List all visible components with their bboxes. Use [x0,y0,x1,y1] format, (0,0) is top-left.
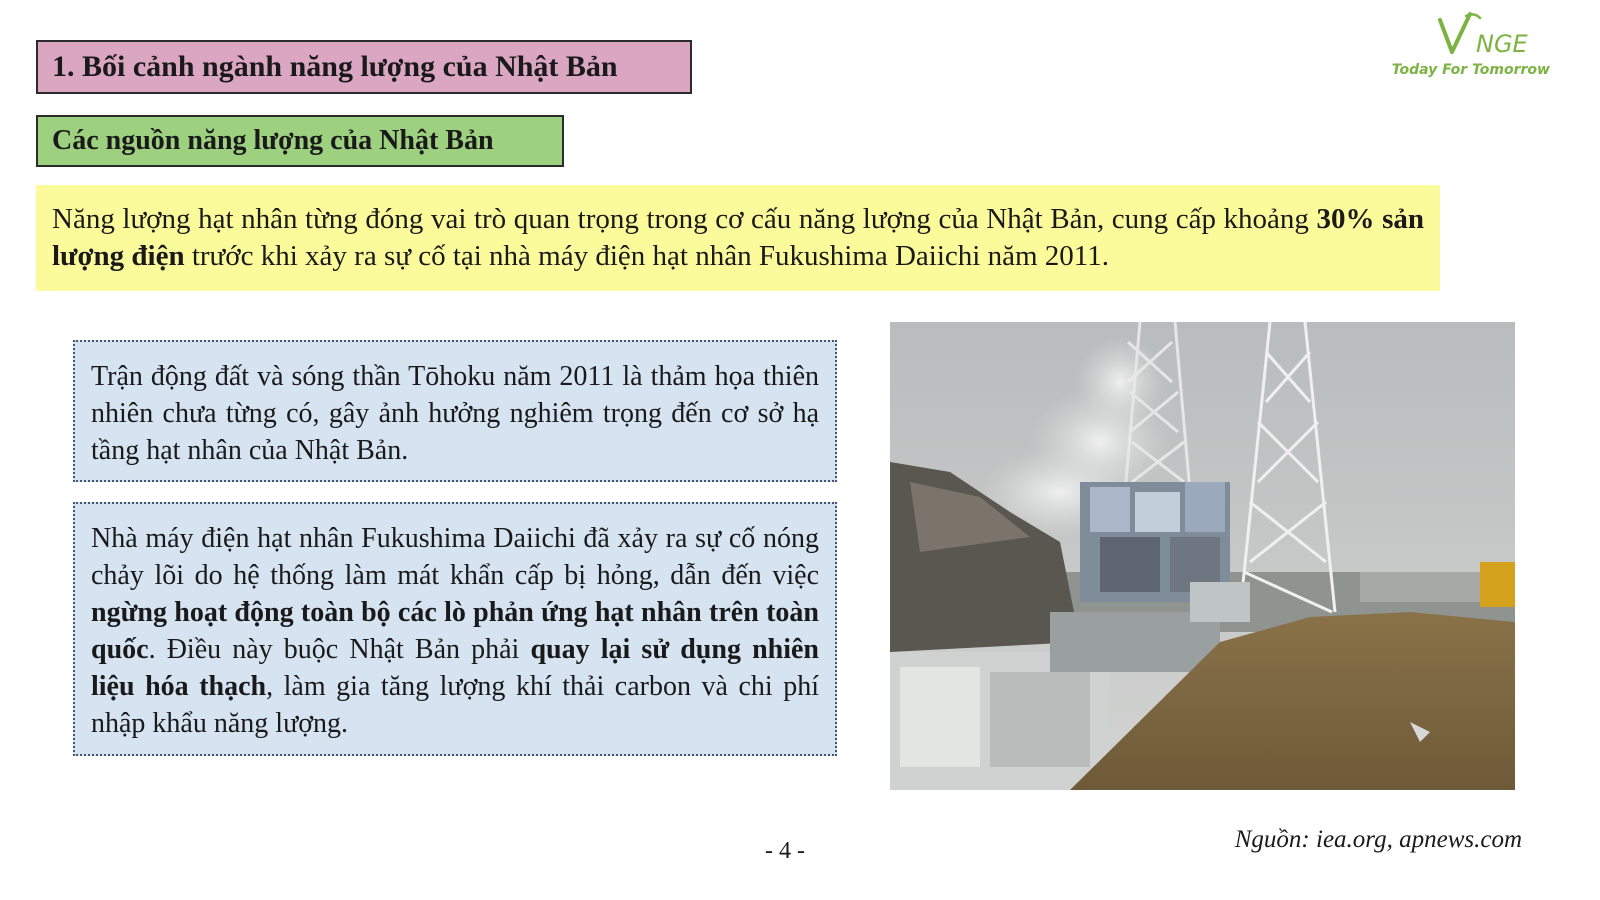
page-number: - 4 - [765,838,805,864]
section-title-box [36,40,692,94]
earthquake-text: Trận động đất và sóng thần Tōhoku năm 2011 là thảm họa thiên nhiên chưa từng có, gây ảnh hưởng nghiêm trọng đến cơ sở hạ tầng hạt nhân của Nhật Bản. [91,361,819,466]
key-fact-text-1: Năng lượng hạt nhân từng đóng vai trò quan trọng trong cơ cấu năng lượng của Nhật Bản, cung cấp khoảng [52,203,1317,235]
vnge-logo [1391,12,1550,82]
key-fact-box [36,185,1440,291]
subsection-title-box [36,115,564,167]
fukushima-text-1: Nhà máy điện hạt nhân Fukushima Daiichi đã xảy ra sự cố nóng chảy lõi do hệ thống làm mát khẩn cấp bị hỏng, dẫn đến việc [91,523,819,591]
svg-text:NGE: NGE [1476,30,1528,58]
fukushima-text-2: . Điều này buộc Nhật Bản phải [148,634,531,665]
logo-tagline: Today For Tomorrow [1391,62,1550,78]
key-fact-text-2: trước khi xảy ra sự cố tại nhà máy điện hạt nhân Fukushima Daiichi năm 2011. [184,240,1109,272]
source-citation: Nguồn: iea.org, apnews.com [1234,826,1522,853]
fukushima-plant-illustration [890,322,1515,790]
vnge-logo-mark [1400,12,1550,60]
fukushima-info-box [73,502,837,756]
subsection-title: Các nguồn năng lượng của Nhật Bản [52,125,494,156]
fukushima-plant-photo [890,322,1515,790]
earthquake-info-box [73,340,837,482]
key-fact-emphasis: 30% sản lượng điện [52,203,1424,272]
section-title: 1. Bối cảnh ngành năng lượng của Nhật Bản [52,50,618,83]
fukushima-text-3: , làm gia tăng lượng khí thải carbon và chi phí nhập khẩu năng lượng. [91,671,819,739]
fukushima-emphasis-1: ngừng hoạt động toàn bộ các lò phản ứng hạt nhân trên toàn quốc [91,597,819,665]
fukushima-emphasis-2: quay lại sử dụng nhiên liệu hóa thạch [91,634,820,702]
